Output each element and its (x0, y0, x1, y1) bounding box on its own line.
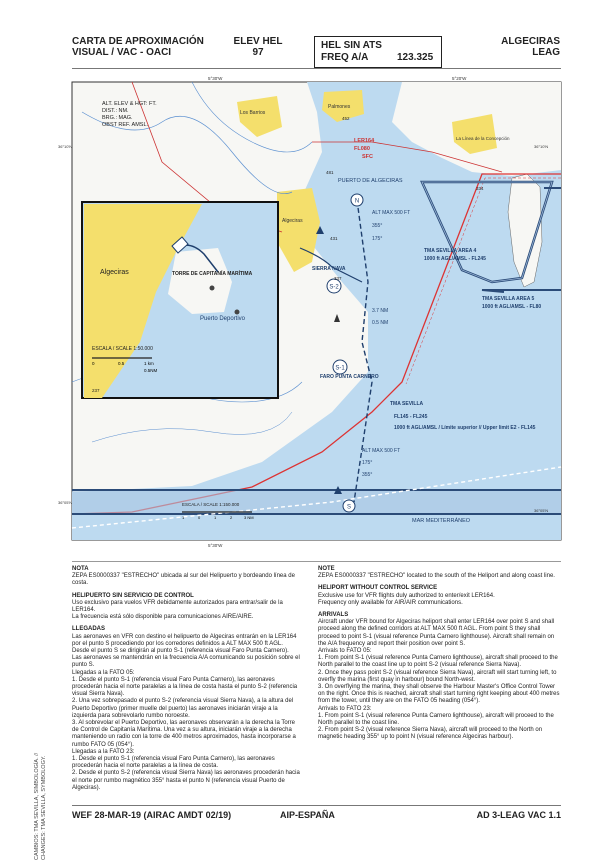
faro-label: FARO PUNTA CARNERO (320, 374, 379, 380)
legend-line-3: BRG.: MAG. (102, 115, 133, 121)
en-p4: Arrivals to FATO 05: (318, 648, 372, 655)
obstacle-6: 237 (92, 388, 100, 393)
obstacle-4: 337 (334, 276, 342, 281)
lat-right2: 36°05'N (534, 508, 549, 513)
notes-english (318, 566, 561, 742)
inset-map (82, 202, 278, 398)
inset-port-dot (235, 310, 240, 315)
footer-publication: AIP-ESPAÑA (280, 810, 335, 820)
es-h2: HELIPUERTO SIN SERVICIO DE CONTROL (72, 592, 194, 599)
en-p2b: Frequency only available for AIR/AIR communications. (318, 599, 463, 606)
chart-title-line1: CARTA DE APROXIMACIÓN (72, 36, 204, 47)
inset-tower-dot (210, 286, 215, 291)
legend-line-1: ALT. ELEV & HGT: FT. (102, 101, 157, 107)
main-tick-2: 1 (214, 515, 217, 520)
en-h2: HELIPORT WITHOUT CONTROL SERVICE (318, 585, 438, 592)
inset-city-label: Algeciras (100, 269, 129, 276)
route-text-8: 355° (362, 472, 373, 478)
lon-top2: 5°20'W (452, 76, 467, 81)
en-h1: NOTE (318, 566, 335, 572)
point-s2 (327, 279, 341, 293)
es-p6: 2. Una vez sobrepasado el punto S-2 (referencia visual Sierra Nava), a la altura del Puerto Deportivo (primer muelle del puerto) las aeronaves iniciarán viraje a la izquierda para sobrevolarlo rumbo noroeste. (72, 698, 294, 719)
en-p5: 1. From point S-1 (visual reference Punta Carnero lighthouse), aircraft shall proceed to the North parallel to the coast line up to point S-2 (visual reference Sierra Nava). (318, 655, 558, 669)
notes-spanish (72, 566, 300, 792)
freq-label1: HEL SIN ATS (321, 40, 382, 51)
en-p9: 1. From point S-1 (visual reference Punta Carnero lighthouse), aircraft will proceed to the North parallel to the coast line. (318, 712, 554, 727)
route-text-6: ALT MAX 500 FT (362, 448, 401, 454)
es-p2b: La frecuencia está sólo disponible para comunicaciones AIRE/AIRE. (72, 614, 254, 621)
en-p1: ZEPA ES0000337 "ESTRECHO" located to the south of the Heliport and along coast line. (318, 573, 555, 580)
point-s2-label: S-2 (329, 284, 339, 291)
bottom-airspace-band (72, 490, 561, 514)
sea-label: MAR MEDITERRÁNEO (412, 518, 471, 524)
side-line2: CHANGES: TMA SEVILLA, SYMBOLOGY. (41, 755, 47, 860)
route-text-4: 3.7 NM (372, 308, 389, 314)
restricted-lower: SFC (362, 154, 373, 160)
header-rule (72, 68, 561, 69)
inset-tick-3: 0.5NM (144, 368, 158, 373)
point-s1-label: S-1 (335, 365, 345, 372)
en-p3: Aircraft under VFR bound for Algeciras heliport shall enter LER164 over point S and shall proceed along the defined corridors at ALT MAX 500 ft AGL. From point S they shall proceed to point S-1 (visual reference Punta Carnero lighthouse). Aircraft shall remain on the A/A frequency and report their position over point S. (318, 619, 555, 647)
es-p3: Las aeronaves en VFR con destino el helipuerto de Algeciras entrarán en la LER164 por el punto S procediendo por los corredores definidos a ALT MAX 500 ft AGL. Desde el punto S se dirigirán al punto S-1 (referencia visual Faro Punta Carnero). Las aeronaves se mantendrán en la frecuencia A/A comunicando su posición sobre el punto S. (72, 633, 300, 669)
lon-top: 5°30'W (208, 76, 223, 81)
place-name: ALGECIRAS (501, 36, 560, 47)
tma-s-line1: FL145 - FL245 (394, 414, 428, 420)
main-tick-0: 1 (182, 515, 185, 520)
restricted-upper: FL080 (354, 146, 370, 152)
inset-tick-1: 0.5 (118, 361, 125, 366)
es-p7: 3. Al sobrevolar el Puerto Deportivo, las aeronaves observarán a la derecha la Torre de Control de Capitanía Marítima. Una vez a su altura, iniciarán viraje a la derecha manteniendo un radio con la torre de 400 metros aproximados, hasta incorporarse a rumbo FATO 05 (054°). (72, 720, 296, 748)
legend-line-2: DIST.: NM. (102, 108, 129, 114)
en-p8: Arrivals to FATO 23: (318, 705, 372, 712)
point-s (343, 500, 355, 512)
tma5-label: TMA SEVILLA AREA 5 (482, 296, 535, 302)
freq-label2: FREQ A/A (321, 52, 369, 63)
side-changes-note (34, 753, 48, 860)
en-p2: Exclusive use for VFR flights duly authorized to enter/exit LER164. (318, 592, 495, 599)
lat-left1: 36°10'N (58, 144, 73, 149)
es-p10: 2. Desde el punto S-2 (referencia visual Sierra Nava) las aeronaves procederán hacia el norte por rumbo magnético 355° hasta el punto N (referencia visual Puerto de Algeciras). (72, 770, 300, 791)
obstacle-5: 334 (476, 186, 484, 191)
es-p4: Llegadas a la FATO 05: (72, 669, 135, 676)
es-p1: ZEPA ES0000337 "ESTRECHO" ubicada al sur del Helipuerto y bordeando línea de costa. (72, 573, 295, 587)
aerodrome-block (480, 36, 560, 58)
chart-title (72, 36, 204, 58)
main-scale-label: ESCALA / SCALE 1:150.000 (182, 502, 240, 507)
elev-label: ELEV HEL (233, 36, 283, 47)
es-p8: Llegadas a la FATO 23: (72, 748, 135, 755)
town-los-barrios: Los Barrios (240, 110, 266, 116)
point-s-label: S (346, 504, 352, 511)
inset-tick-0: 0 (92, 361, 95, 366)
freq-value: 123.325 (397, 52, 434, 63)
footer-effective: WEF 28-MAR-19 (AIRAC AMDT 02/19) (72, 810, 232, 820)
main-tick-4: 3 NM (244, 515, 254, 520)
footer-rule (72, 805, 561, 806)
es-p9: 1. Desde el punto S-1 (referencia visual Faro Punta Carnero), las aeronaves procederán hacia el norte paralelas a la línea de costa. (72, 756, 275, 770)
icao-code: LEAG (532, 47, 560, 58)
town-palmones: Palmones (328, 104, 351, 110)
footer-page-ref: AD 3-LEAG VAC 1.1 (476, 810, 561, 820)
obstacle-1: 481 (326, 170, 334, 175)
route-text-2: 355° (372, 223, 383, 229)
main-tick-1: 0 (198, 515, 201, 520)
restricted-id: LER164 (354, 138, 375, 144)
lat-left2: 36°05'N (58, 500, 73, 505)
notes-rule (72, 561, 561, 562)
es-h1: NOTA (72, 566, 89, 572)
main-tick-3: 2 (230, 515, 233, 520)
side-line1: CAMBIOS: TMA SEVILLA, SIMBOLOGÍA. // (34, 752, 40, 860)
route-text-5: 0.5 NM (372, 320, 389, 326)
lat-right1: 36°10'N (534, 144, 549, 149)
obstacle-3: 431 (330, 236, 338, 241)
puerto-label: PUERTO DE ALGECIRAS (338, 178, 403, 184)
inset-port-label: Puerto Deportivo (200, 316, 246, 322)
route-text-3: 175° (372, 236, 383, 242)
en-p10: 2. From point S-2 (visual reference Sierra Nava), aircraft will proceed to the North on magnetic heading 355° up to point N (visual reference Algeciras harbour). (318, 727, 543, 741)
tma5-limits: 1000 ft AGL/AMSL - FL80 (482, 304, 542, 310)
point-n (351, 194, 363, 206)
tma-s-label: TMA SEVILLA (390, 401, 424, 407)
route-text-7: 175° (362, 460, 373, 466)
inset-tower-label: TORRE DE CAPITANÍA MARÍTIMA (172, 271, 253, 277)
vac-map (58, 76, 561, 548)
es-h3: LLEGADAS (72, 626, 105, 633)
inset-scale-label: ESCALA / SCALE 1:50.000 (92, 346, 153, 352)
en-p6: 2. Once they pass point S-2 (visual reference Sierra Nava), aircraft will start turning left, to overfly the marina (first quay in harbour) bound North-west. (318, 669, 557, 683)
en-p7: 3. On overflying the marina, they shall observe the Harbour Master's Office Control Tower on the right. Once this is reached, aircraft shall start turning right keeping about 400 metres from the tower, until they are on the FATO 05 heading (054°). (318, 684, 560, 705)
elev-value: 97 (252, 47, 264, 58)
town-algeciras: Algeciras (282, 218, 303, 224)
chart-title-line2: VISUAL / VAC - OACI (72, 47, 172, 58)
tma-s-line2: 1000 ft AGL/AMSL / Límite superior // Upper limit E2 - FL145 (394, 425, 536, 431)
es-p2: Uso exclusivo para vuelos VFR debidamente autorizados para entrar/salir de la LER164. (72, 599, 283, 614)
en-h3: ARRIVALS (318, 612, 349, 619)
legend-line-4: OBST REF. AMSL. (102, 122, 149, 128)
obstacle-2: 452 (342, 116, 350, 121)
lon-bottom: 5°30'W (208, 543, 223, 548)
town-la-linea: La Línea de la Concepción (456, 136, 510, 141)
tma4-limits: 1000 ft AGL/AMSL - FL245 (424, 256, 486, 262)
elevation-block (232, 36, 284, 58)
es-p5: 1. Desde el punto S-1 (referencia visual Faro Punta Carnero), las aeronaves procederán hacia el norte paralelas a la línea de costa hasta el punto S-2 (referencia visual Sierra Nava). (72, 676, 298, 698)
point-n-label: N (354, 198, 360, 205)
frequency-box (314, 36, 442, 68)
inset-tick-2: 1 km (144, 361, 154, 366)
tma4-label: TMA SEVILLA AREA 4 (424, 248, 477, 254)
sierra-nava-label: SIERRA NAVA (312, 266, 346, 272)
point-s1 (333, 360, 347, 374)
route-text-1: ALT MAX 500 FT (372, 210, 411, 216)
